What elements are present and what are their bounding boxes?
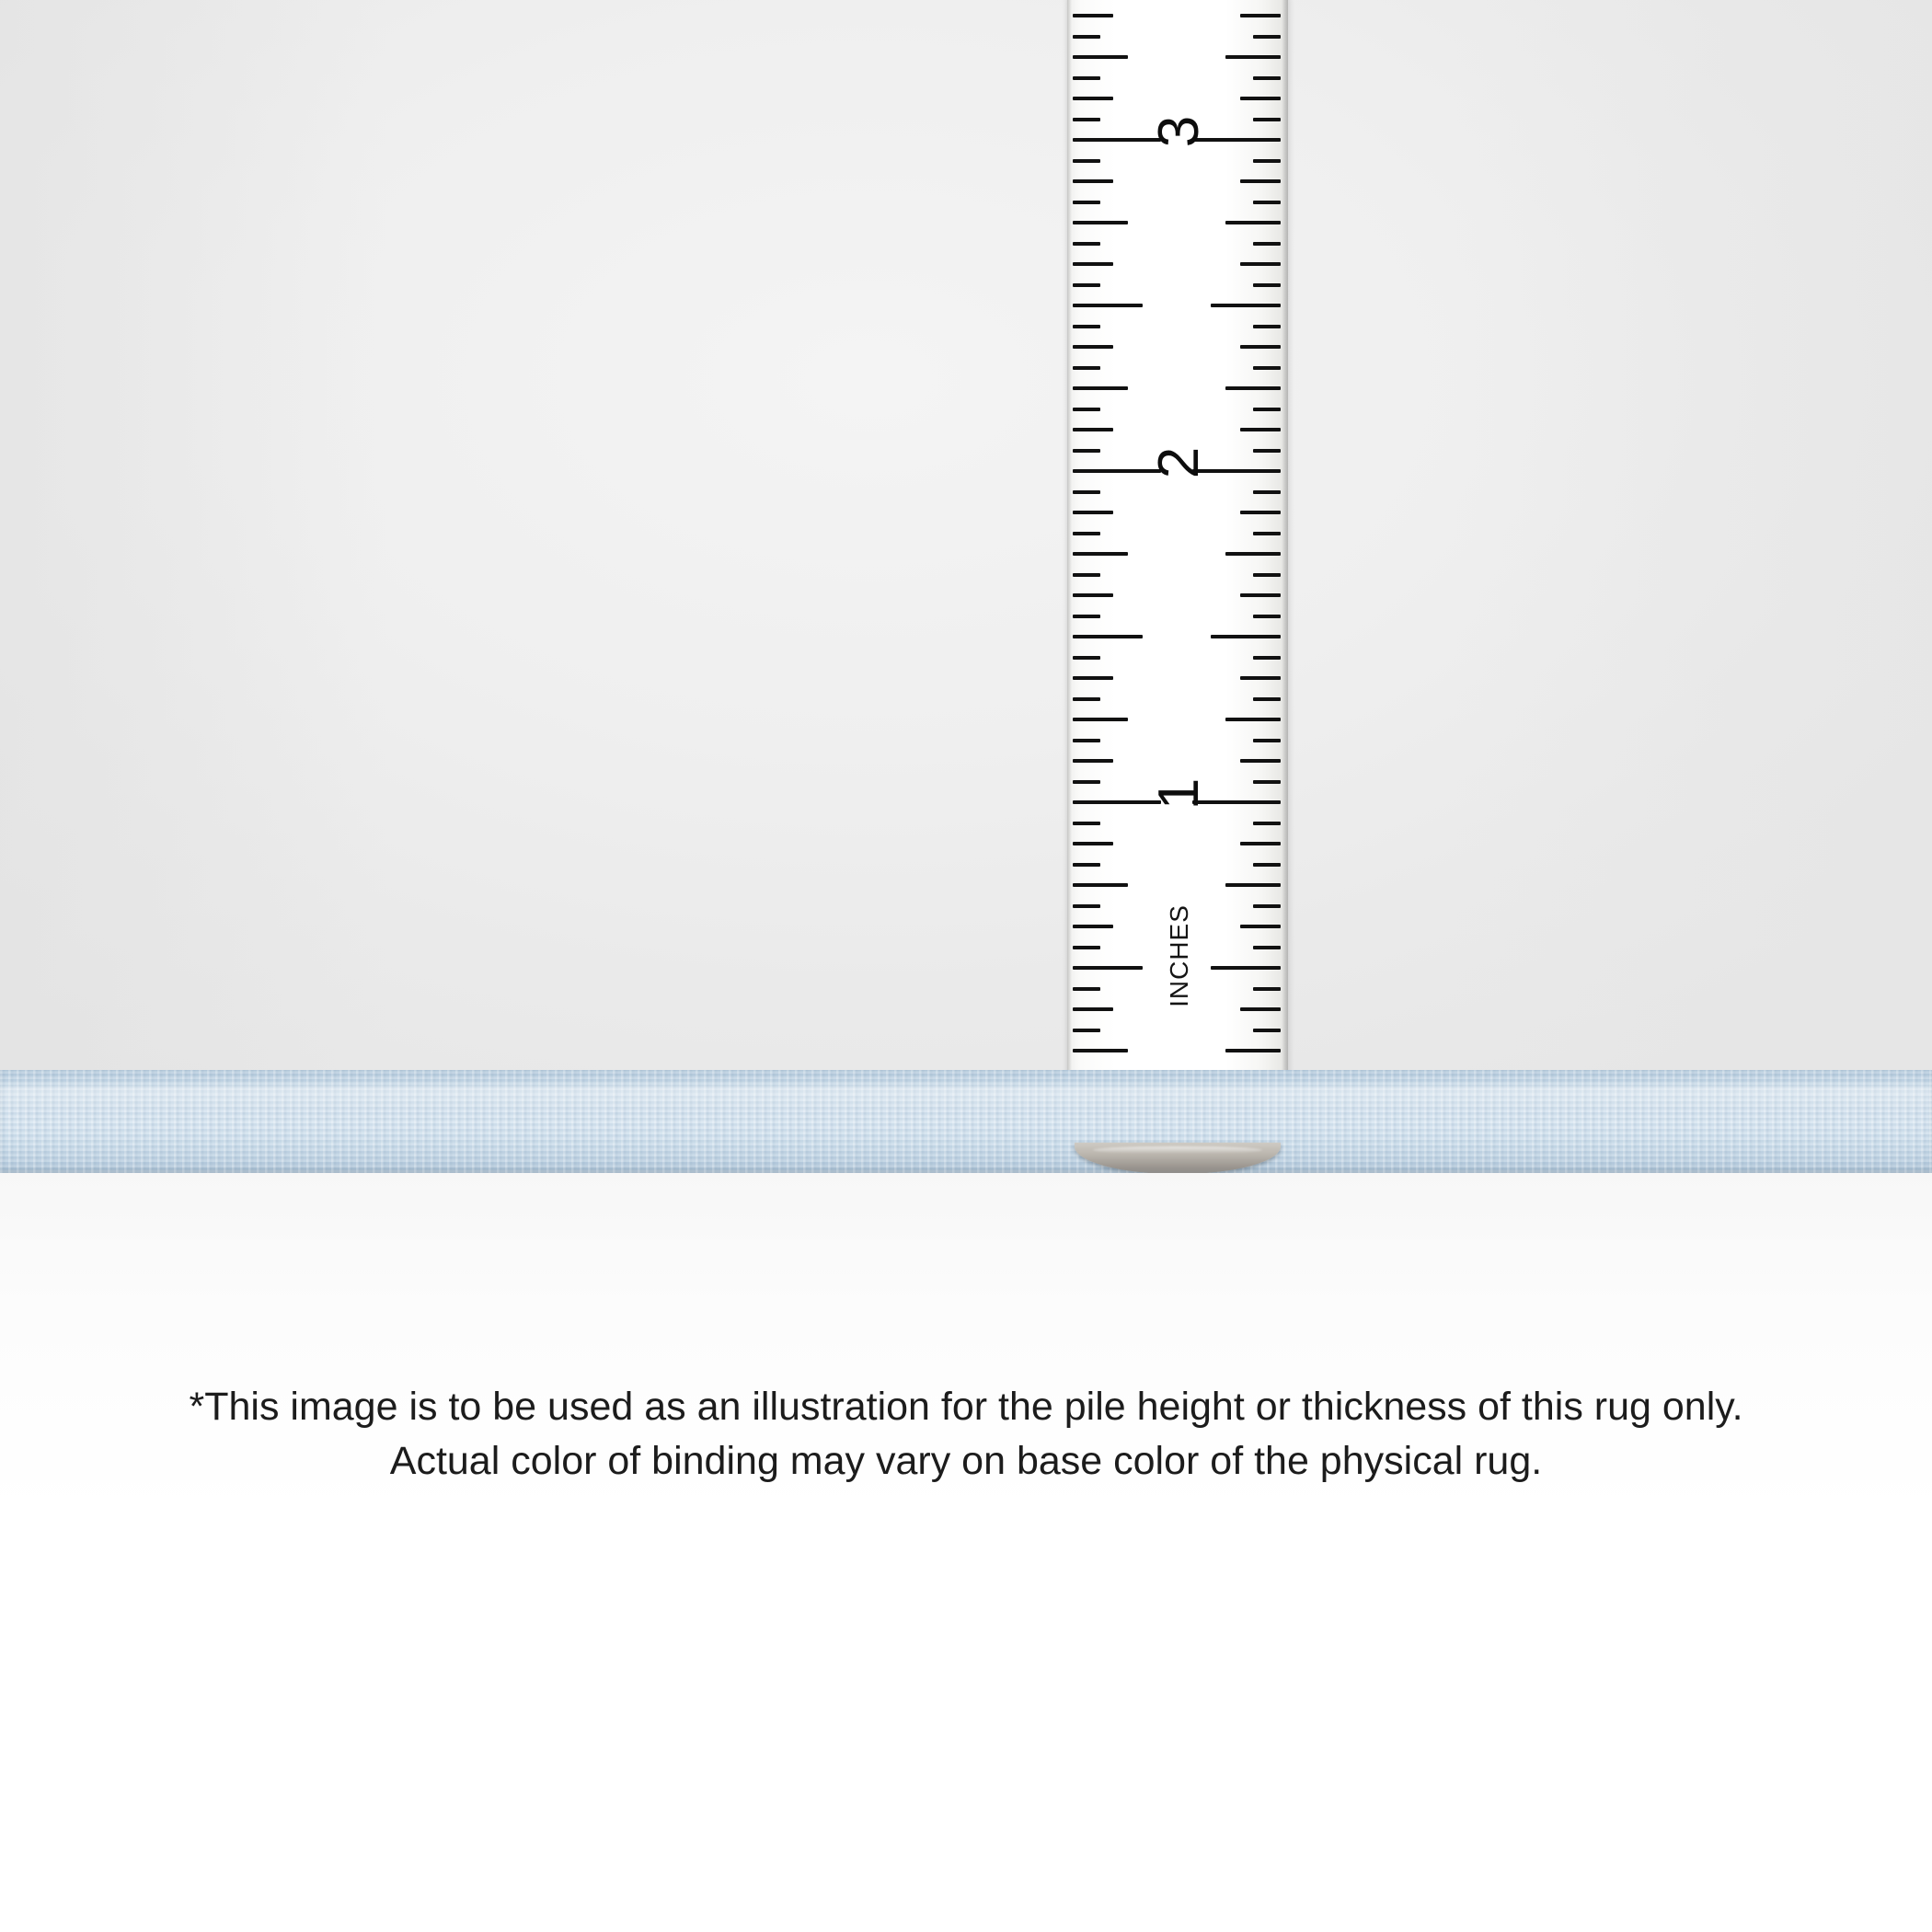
ruler-tick (1073, 635, 1143, 638)
ruler-tick (1073, 242, 1100, 246)
floor-surface (0, 1173, 1932, 1932)
rug-binding-highlight (0, 1087, 1932, 1110)
ruler-tick (1253, 449, 1281, 453)
ruler-tick (1225, 1049, 1281, 1052)
ruler-tick (1253, 159, 1281, 163)
ruler-tick (1240, 179, 1281, 183)
ruler-tick (1253, 283, 1281, 287)
ruler-tick (1240, 262, 1281, 266)
ruler-tick (1253, 739, 1281, 742)
ruler-tick (1240, 511, 1281, 514)
rug-weave-texture-secondary (0, 1070, 1932, 1173)
ruler-tick (1253, 946, 1281, 949)
ruler-tip-highlight (1093, 1146, 1262, 1154)
ruler-tick (1253, 615, 1281, 618)
ruler-tick (1225, 221, 1281, 224)
ruler-tick (1253, 656, 1281, 660)
ruler-tick (1211, 304, 1281, 307)
ruler-tick (1211, 635, 1281, 638)
ruler-tick (1073, 511, 1113, 514)
ruler-tick (1253, 325, 1281, 328)
ruler-tick (1073, 759, 1113, 763)
ruler-tick (1253, 780, 1281, 784)
ruler-tick (1073, 615, 1100, 618)
ruler-tick (1073, 159, 1100, 163)
ruler-tick (1073, 739, 1100, 742)
ruler-tick (1073, 262, 1113, 266)
ruler-tick (1240, 759, 1281, 763)
ruler-tick (1240, 842, 1281, 845)
ruler-tick (1073, 780, 1100, 784)
ruler-tick (1073, 573, 1100, 577)
ruler-tick (1073, 863, 1100, 867)
ruler-tick (1073, 345, 1113, 349)
ruler-tick (1073, 1029, 1100, 1032)
ruler-tick (1253, 987, 1281, 991)
ruler-tick (1253, 366, 1281, 370)
ruler-tick (1073, 593, 1113, 597)
ruler-tick (1073, 449, 1100, 453)
ruler-tick (1073, 822, 1100, 825)
ruler-tick (1073, 221, 1128, 224)
ruler-tick (1253, 822, 1281, 825)
ruler-tick (1253, 863, 1281, 867)
ruler-tick (1225, 386, 1281, 390)
ruler-tick (1240, 428, 1281, 431)
ruler-tick (1253, 408, 1281, 411)
ruler-tick (1073, 97, 1113, 100)
ruler-tick (1073, 35, 1100, 39)
ruler-tick (1073, 76, 1100, 80)
ruler-tick (1253, 242, 1281, 246)
ruler-tick (1225, 718, 1281, 721)
ruler-tick (1073, 1049, 1128, 1052)
ruler-number-1: 1 (1147, 777, 1211, 811)
ruler-tick (1073, 966, 1143, 970)
ruler-tick (1240, 14, 1281, 17)
ruler-tick (1253, 1029, 1281, 1032)
ruler-tick (1211, 966, 1281, 970)
ruler-tick (1073, 987, 1100, 991)
rug-binding-edge (0, 1070, 1932, 1173)
ruler-tick (1225, 552, 1281, 556)
ruler-tick (1253, 697, 1281, 701)
ruler-tick (1073, 552, 1128, 556)
ruler-tick (1240, 593, 1281, 597)
ruler-tick (1253, 904, 1281, 908)
ruler-tick (1073, 925, 1113, 928)
ruler-tick (1225, 55, 1281, 59)
ruler-tick (1253, 118, 1281, 121)
ruler-tick (1073, 946, 1100, 949)
ruler-tick (1240, 97, 1281, 100)
ruler-tick (1073, 179, 1113, 183)
caption-line-2: Actual color of binding may vary on base color of the physical rug. (389, 1439, 1543, 1484)
ruler-tick (1073, 428, 1113, 431)
ruler-tick (1073, 283, 1100, 287)
caption-line-1: *This image is to be used as an illustration for the pile height or thickness of this rug only. (189, 1385, 1743, 1429)
ruler-tick (1073, 656, 1100, 660)
ruler-tick (1073, 676, 1113, 680)
ruler-tick (1253, 201, 1281, 204)
measuring-ruler (1067, 0, 1288, 1159)
ruler-tick (1253, 573, 1281, 577)
ruler-tick (1240, 1007, 1281, 1011)
ruler-tick (1073, 883, 1128, 887)
ruler-tick (1073, 366, 1100, 370)
ruler-tick (1240, 925, 1281, 928)
ruler-tick (1073, 386, 1128, 390)
ruler-tick (1225, 883, 1281, 887)
ruler-tick (1073, 842, 1113, 845)
ruler-tick (1253, 76, 1281, 80)
ruler-tick (1073, 304, 1143, 307)
ruler-tick (1073, 118, 1100, 121)
ruler-tick (1253, 490, 1281, 494)
ruler-tick (1073, 1007, 1113, 1011)
ruler-tick (1073, 408, 1100, 411)
ruler-tick (1073, 532, 1100, 535)
ruler-tick (1073, 55, 1128, 59)
disclaimer-caption (0, 1380, 1932, 1489)
backdrop-right-shading (1454, 0, 1932, 1081)
ruler-tick (1073, 325, 1100, 328)
ruler-tick (1073, 490, 1100, 494)
ruler-tick (1253, 35, 1281, 39)
ruler-tick (1073, 14, 1113, 17)
ruler-unit-label: INCHES (1165, 903, 1193, 1007)
ruler-tick (1240, 676, 1281, 680)
ruler-tick (1073, 201, 1100, 204)
ruler-tick (1240, 345, 1281, 349)
ruler-tick (1073, 697, 1100, 701)
ruler-number-2: 2 (1147, 446, 1211, 479)
backdrop-left-shading (0, 0, 386, 1081)
ruler-number-3: 3 (1147, 115, 1211, 148)
ruler-tick (1073, 904, 1100, 908)
ruler-tick (1253, 532, 1281, 535)
ruler-tick (1073, 718, 1128, 721)
